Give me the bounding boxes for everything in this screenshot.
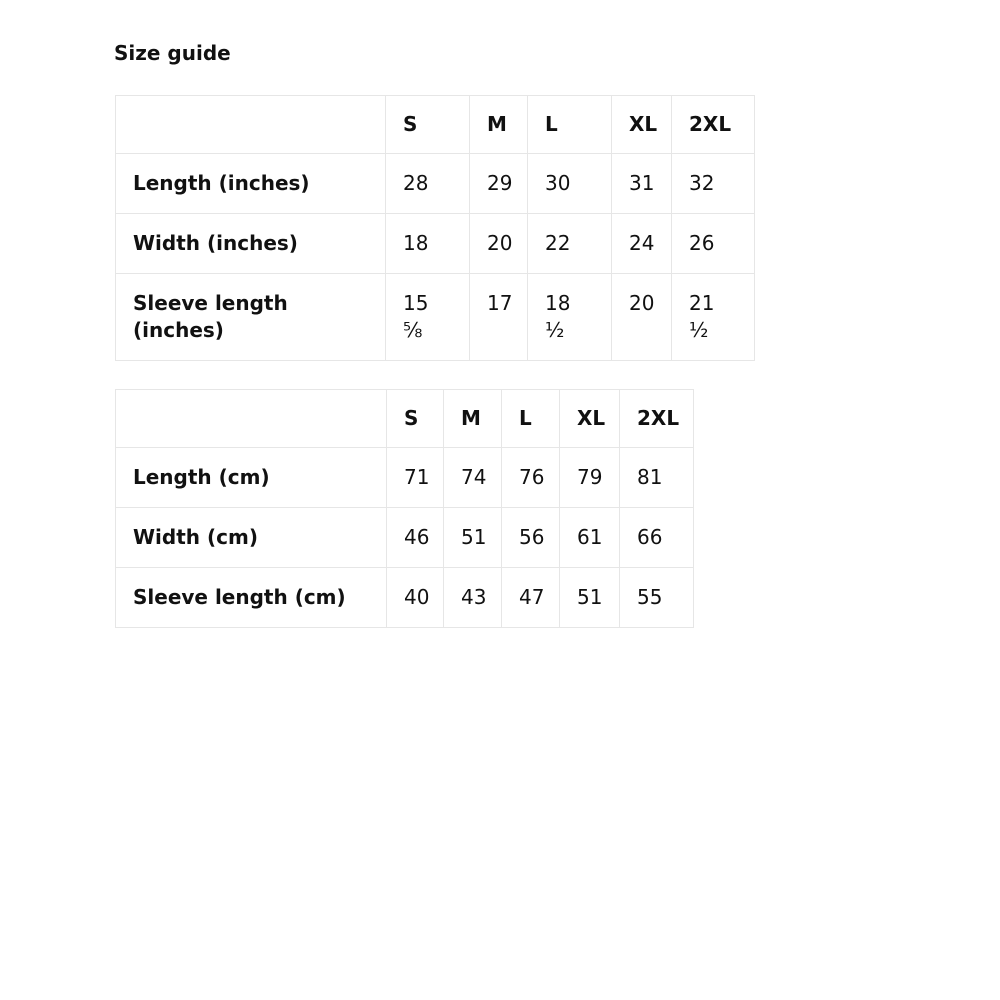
- page-title: Size guide: [114, 41, 231, 65]
- size-value: 26: [672, 214, 755, 274]
- size-value: 76: [502, 448, 560, 508]
- size-value: 29: [470, 154, 528, 214]
- column-header-l: L: [502, 390, 560, 448]
- size-value: 79: [560, 448, 620, 508]
- table-row: [116, 214, 755, 274]
- size-value: 81: [620, 448, 694, 508]
- size-value: 71: [387, 448, 444, 508]
- column-header-l: L: [528, 96, 612, 154]
- row-label: Length (cm): [116, 448, 387, 508]
- column-header-m: M: [470, 96, 528, 154]
- size-value: 66: [620, 508, 694, 568]
- row-label: Width (inches): [116, 214, 386, 274]
- size-value: 21 ½: [672, 274, 755, 361]
- header-row: [116, 390, 694, 448]
- column-header-2xl: 2XL: [620, 390, 694, 448]
- size-value: 47: [502, 568, 560, 628]
- size-value: 56: [502, 508, 560, 568]
- size-value: 31: [612, 154, 672, 214]
- size-value: 51: [560, 568, 620, 628]
- size-value: 32: [672, 154, 755, 214]
- column-header-m: M: [444, 390, 502, 448]
- size-table-cm: [115, 389, 694, 628]
- row-label: Length (inches): [116, 154, 386, 214]
- size-value: 15 ⅝: [386, 274, 470, 361]
- row-label: Sleeve length (inches): [116, 274, 386, 361]
- column-header-s: S: [386, 96, 470, 154]
- size-value: 46: [387, 508, 444, 568]
- table-row: [116, 508, 694, 568]
- size-value: 24: [612, 214, 672, 274]
- size-value: 18 ½: [528, 274, 612, 361]
- size-value: 43: [444, 568, 502, 628]
- size-value: 74: [444, 448, 502, 508]
- size-value: 20: [470, 214, 528, 274]
- size-value: 17: [470, 274, 528, 361]
- row-label: Sleeve length (cm): [116, 568, 387, 628]
- corner-cell: [116, 96, 386, 154]
- size-value: 18: [386, 214, 470, 274]
- column-header-2xl: 2XL: [672, 96, 755, 154]
- corner-cell: [116, 390, 387, 448]
- size-value: 51: [444, 508, 502, 568]
- column-header-s: S: [387, 390, 444, 448]
- size-value: 28: [386, 154, 470, 214]
- size-table-inches: [115, 95, 755, 361]
- table-row: [116, 274, 755, 361]
- size-value: 30: [528, 154, 612, 214]
- size-value: 40: [387, 568, 444, 628]
- size-value: 20: [612, 274, 672, 361]
- size-value: 55: [620, 568, 694, 628]
- table-row: [116, 154, 755, 214]
- column-header-xl: XL: [560, 390, 620, 448]
- row-label: Width (cm): [116, 508, 387, 568]
- size-value: 61: [560, 508, 620, 568]
- size-value: 22: [528, 214, 612, 274]
- table-row: [116, 448, 694, 508]
- table-row: [116, 568, 694, 628]
- header-row: [116, 96, 755, 154]
- column-header-xl: XL: [612, 96, 672, 154]
